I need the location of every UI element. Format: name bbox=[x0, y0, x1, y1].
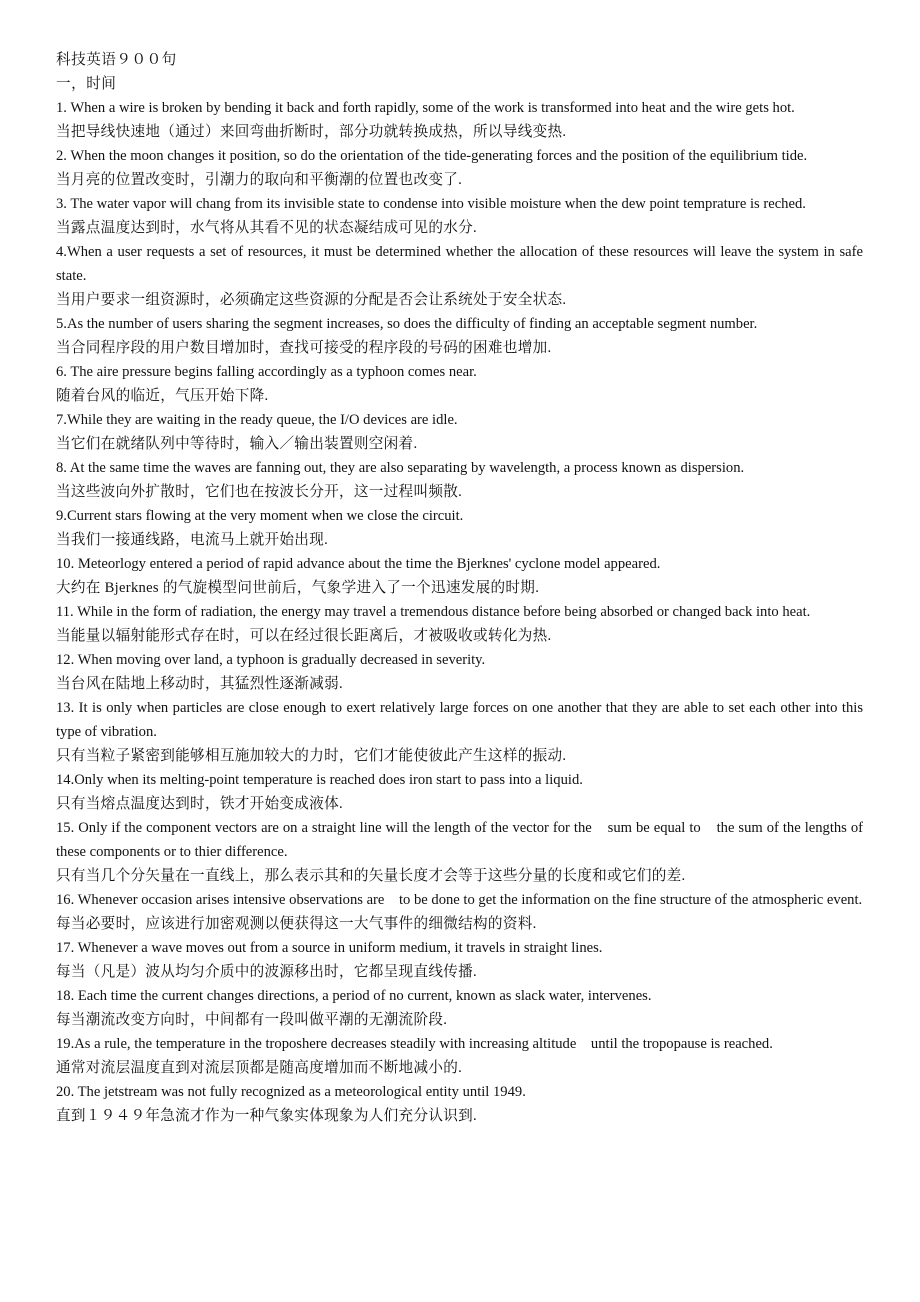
chinese-translation: 当它们在就绪队列中等待时，输入／输出装置则空闲着. bbox=[56, 436, 418, 452]
english-sentence: 13. It is only when particles are close enough to exert relatively large forces on one another that they are able to set each other into this type of vibration. bbox=[56, 700, 863, 740]
sentence-item bbox=[56, 240, 863, 312]
chinese-translation: 每当必要时，应该进行加密观测以便获得这一大气事件的细微结构的资料. bbox=[56, 916, 537, 932]
english-sentence: 1. When a wire is broken by bending it back and forth rapidly, some of the work is transformed into heat and the wire gets hot. bbox=[56, 100, 795, 116]
chinese-translation: 当把导线快速地（通过）来回弯曲折断时，部分功就转换成热，所以导线变热. bbox=[56, 124, 567, 140]
chinese-translation: 每当潮流改变方向时，中间都有一段叫做平潮的无潮流阶段. bbox=[56, 1012, 448, 1028]
english-sentence: 3. The water vapor will chang from its invisible state to condense into visible moisture when the dew point temprature is reched. bbox=[56, 196, 806, 212]
chinese-translation: 当露点温度达到时，水气将从其看不见的状态凝结成可见的水分. bbox=[56, 220, 477, 236]
chinese-translation: 当台风在陆地上移动时，其猛烈性逐渐减弱. bbox=[56, 676, 343, 692]
sentence-item bbox=[56, 648, 863, 696]
sentence-item bbox=[56, 456, 863, 504]
chinese-translation: 当月亮的位置改变时，引潮力的取向和平衡潮的位置也改变了. bbox=[56, 172, 463, 188]
sentence-item bbox=[56, 936, 863, 984]
sentence-item bbox=[56, 600, 863, 648]
sentence-item bbox=[56, 96, 863, 144]
english-sentence: 18. Each time the current changes directions, a period of no current, known as slack water, intervenes. bbox=[56, 988, 652, 1004]
english-sentence: 9.Current stars flowing at the very moment when we close the circuit. bbox=[56, 508, 464, 524]
english-sentence: 5.As the number of users sharing the segment increases, so does the difficulty of finding an acceptable segment number. bbox=[56, 316, 758, 332]
sentence-item bbox=[56, 984, 863, 1032]
chinese-translation: 通常对流层温度直到对流层顶都是随高度增加而不断地减小的. bbox=[56, 1060, 463, 1076]
english-sentence: 19.As a rule, the temperature in the troposhere decreases steadily with increasing altitude until the tropopause is reached. bbox=[56, 1036, 773, 1052]
sentence-item bbox=[56, 1032, 863, 1080]
section-heading: 一，时间 bbox=[56, 76, 117, 92]
english-sentence: 20. The jetstream was not fully recognized as a meteorological entity until 1949. bbox=[56, 1084, 526, 1100]
sentence-item bbox=[56, 816, 867, 888]
document-title: 科技英语９００句 bbox=[56, 52, 177, 68]
chinese-translation: 只有当粒子紧密到能够相互施加较大的力时，它们才能使彼此产生这样的振动. bbox=[56, 748, 567, 764]
sentence-item bbox=[56, 504, 863, 552]
sentence-item bbox=[56, 144, 863, 192]
chinese-translation: 当这些波向外扩散时，它们也在按波长分开，这一过程叫频散. bbox=[56, 484, 463, 500]
sentence-item bbox=[56, 768, 863, 816]
english-sentence: 14.Only when its melting-point temperature is reached does iron start to pass into a liquid. bbox=[56, 772, 583, 788]
chinese-translation: 当我们一接通线路，电流马上就开始出现. bbox=[56, 532, 329, 548]
sentence-item bbox=[56, 1080, 863, 1128]
english-sentence: 7.While they are waiting in the ready queue, the I/O devices are idle. bbox=[56, 412, 458, 428]
english-sentence: 6. The aire pressure begins falling accordingly as a typhoon comes near. bbox=[56, 364, 477, 380]
english-sentence: 8. At the same time the waves are fanning out, they are also separating by wavelength, a process known as dispersion. bbox=[56, 460, 745, 476]
english-sentence: 4.When a user requests a set of resources, it must be determined whether the allocation of these resources will leave the system in safe state. bbox=[56, 244, 863, 284]
sentence-item bbox=[56, 552, 863, 600]
chinese-translation: 当能量以辐射能形式存在时，可以在经过很长距离后，才被吸收或转化为热. bbox=[56, 628, 552, 644]
english-sentence: 11. While in the form of radiation, the energy may travel a tremendous distance before being absorbed or changed back into heat. bbox=[56, 604, 811, 620]
chinese-translation: 当用户要求一组资源时，必须确定这些资源的分配是否会让系统处于安全状态. bbox=[56, 292, 567, 308]
english-sentence: 15. Only if the component vectors are on a straight line will the length of the vector for the sum be equal to the sum of the lengths of these components or to thier difference. bbox=[56, 820, 867, 860]
chinese-translation: 每当（凡是）波从均匀介质中的波源移出时，它都呈现直线传播. bbox=[56, 964, 477, 980]
sentence-item bbox=[56, 192, 863, 240]
english-sentence: 16. Whenever occasion arises intensive observations are to be done to get the information on the fine structure of the atmospheric event. bbox=[56, 892, 863, 908]
english-sentence: 17. Whenever a wave moves out from a source in uniform medium, it travels in straight lines. bbox=[56, 940, 603, 956]
chinese-translation: 大约在 Bjerknes 的气旋模型问世前后，气象学进入了一个迅速发展的时期. bbox=[56, 580, 540, 596]
sentence-item bbox=[56, 360, 863, 408]
english-sentence: 12. When moving over land, a typhoon is gradually decreased in severity. bbox=[56, 652, 486, 668]
sentence-item bbox=[56, 312, 863, 360]
sentence-item bbox=[56, 888, 863, 936]
english-sentence: 2. When the moon changes it position, so do the orientation of the tide-generating forces and the position of the equilibrium tide. bbox=[56, 148, 808, 164]
chinese-translation: 随着台风的临近，气压开始下降. bbox=[56, 388, 269, 404]
chinese-translation: 只有当熔点温度达到时，铁才开始变成液体. bbox=[56, 796, 343, 812]
chinese-translation: 只有当几个分矢量在一直线上，那么表示其和的矢量长度才会等于这些分量的长度和或它们的差. bbox=[56, 868, 686, 884]
sentence-item bbox=[56, 696, 863, 768]
chinese-translation: 当合同程序段的用户数目增加时，查找可接受的程序段的号码的困难也增加. bbox=[56, 340, 552, 356]
english-sentence: 10. Meteorlogy entered a period of rapid advance about the time the Bjerknes' cyclone model appeared. bbox=[56, 556, 661, 572]
chinese-translation: 直到１９４９年急流才作为一种气象实体现象为人们充分认识到. bbox=[56, 1108, 477, 1124]
sentence-item bbox=[56, 408, 863, 456]
